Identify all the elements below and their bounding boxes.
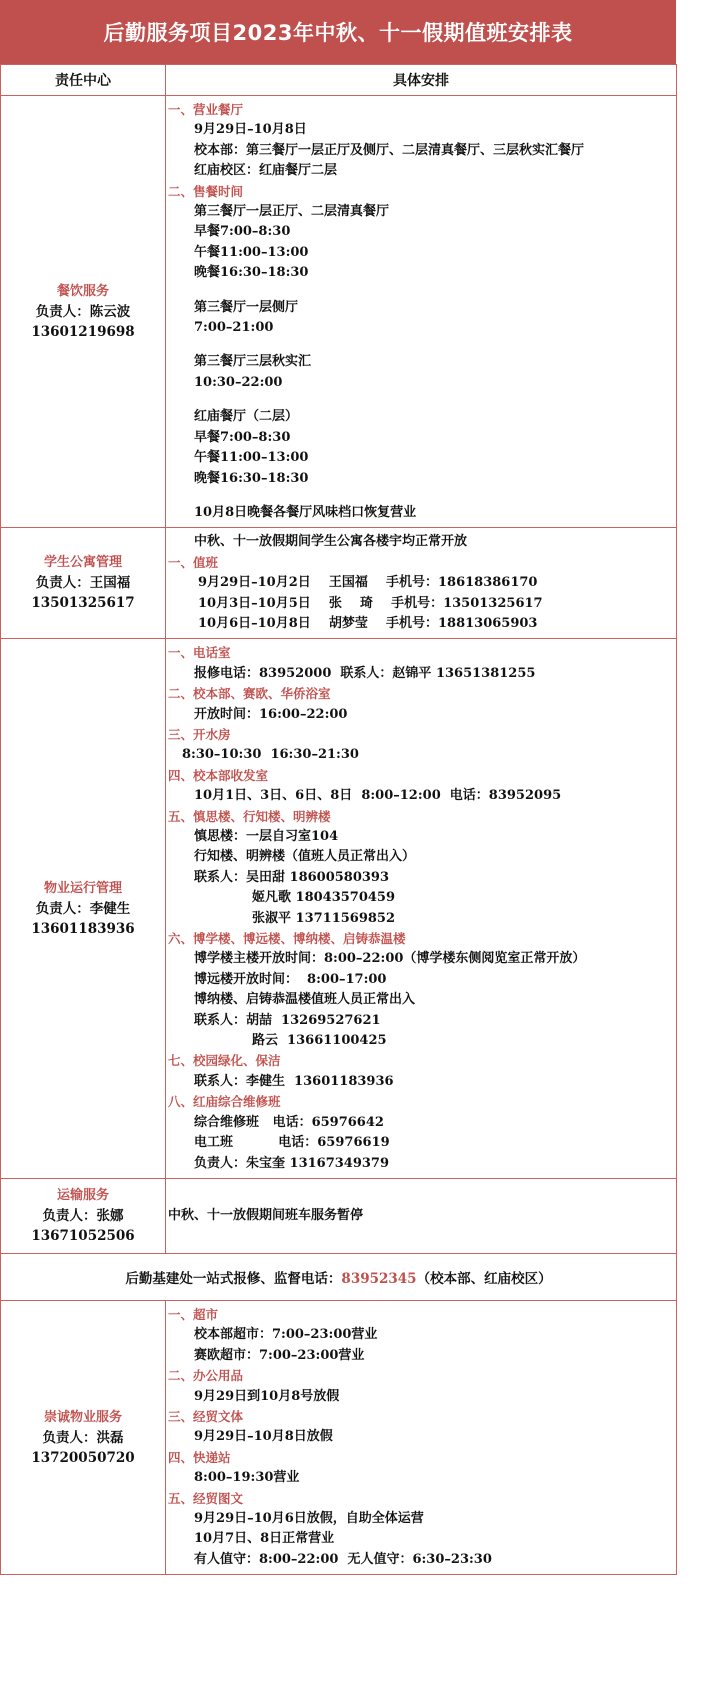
row-property bbox=[1, 639, 677, 1179]
chongcheng-section-heading: 五、经贸图文 bbox=[168, 1490, 244, 1506]
chongcheng-section-heading: 一、超市 bbox=[168, 1306, 219, 1322]
transport-text: 中秋、十一放假期间班车服务暂停 bbox=[168, 1207, 364, 1223]
chongcheng-section-heading: 四、快递站 bbox=[168, 1449, 231, 1465]
property-detail-line: 联系人：胡喆 13269527621 bbox=[194, 1012, 381, 1028]
catering-spacer bbox=[168, 489, 676, 503]
header-responsibility-center: 责任中心 bbox=[1, 65, 166, 96]
row-chongcheng bbox=[1, 1300, 677, 1574]
row-catering bbox=[1, 96, 677, 528]
chongcheng-detail-line: 9月29日到10月8号放假 bbox=[194, 1388, 340, 1404]
chongcheng-detail-line: 赛欧超市：7:00–23:00营业 bbox=[194, 1347, 365, 1363]
dorm-phone: 13501325617 bbox=[31, 595, 135, 612]
catering-detail-line: 晚餐16:30–18:30 bbox=[194, 470, 309, 486]
catering-details bbox=[166, 96, 677, 528]
property-detail-line: 张淑平 13711569852 bbox=[252, 910, 396, 926]
chongcheng-detail-line: 10月7日、8日正常营业 bbox=[194, 1531, 335, 1547]
property-detail-line: 博远楼开放时间： 8:00–17:00 bbox=[194, 971, 387, 987]
property-detail-line: 姬凡歌 18043570459 bbox=[252, 890, 396, 906]
property-detail-line: 博学楼主楼开放时间：8:00–22:00（博学楼东侧阅览室正常开放） bbox=[194, 951, 586, 967]
property-detail-line: 报修电话：83952000 联系人：赵锦平 13651381255 bbox=[194, 665, 536, 681]
property-center-cell bbox=[1, 639, 166, 1179]
transport-person: 负责人：张娜 bbox=[42, 1207, 124, 1224]
catering-detail-line: 第三餐厅一层正厅、二层清真餐厅 bbox=[194, 204, 390, 220]
dorm-detail-line: 中秋、十一放假期间学生公寓各楼宇均正常开放 bbox=[194, 534, 468, 550]
property-section-heading: 四、校本部收发室 bbox=[168, 767, 269, 783]
dorm-section-heading: 一、值班 bbox=[168, 554, 219, 570]
chongcheng-section-heading: 二、办公用品 bbox=[168, 1368, 244, 1384]
dorm-details bbox=[166, 528, 677, 639]
chongcheng-service-name: 崇诚物业服务 bbox=[43, 1409, 122, 1425]
catering-spacer bbox=[168, 284, 676, 298]
catering-detail-line: 10月8日晚餐各餐厅风味档口恢复营业 bbox=[194, 504, 417, 520]
page-title: 后勤服务项目2023年中秋、十一假期值班安排表 bbox=[0, 0, 676, 64]
catering-detail-line: 第三餐厅三层秋实汇 bbox=[194, 354, 312, 370]
hotline-suffix: （校本部、红庙校区） bbox=[416, 1270, 552, 1287]
header-arrangement: 具体安排 bbox=[166, 65, 677, 96]
chongcheng-center-cell bbox=[1, 1300, 166, 1574]
chongcheng-detail-line: 9月29日–10月6日放假，自助全体运营 bbox=[194, 1510, 424, 1526]
catering-detail-line: 午餐11:00–13:00 bbox=[194, 244, 309, 260]
property-detail-line: 综合维修班 电话：65976642 bbox=[194, 1114, 384, 1130]
property-detail-line: 联系人：李健生 13601183936 bbox=[194, 1073, 394, 1089]
dorm-detail-line: 9月29日–10月2日 王国福 手机号：18618386170 bbox=[198, 575, 538, 591]
property-service-name: 物业运行管理 bbox=[43, 880, 122, 896]
transport-phone: 13671052506 bbox=[31, 1227, 135, 1244]
catering-section-heading: 二、售餐时间 bbox=[168, 183, 244, 199]
property-section-heading: 八、红庙综合维修班 bbox=[168, 1094, 281, 1110]
property-section-heading: 一、电话室 bbox=[168, 645, 231, 661]
catering-detail-line: 9月29日–10月8日 bbox=[194, 122, 307, 138]
catering-detail-line: 红庙餐厅（二层） bbox=[194, 409, 299, 425]
chongcheng-detail-line: 有人值守：8:00–22:00 无人值守：6:30–23:30 bbox=[194, 1551, 492, 1567]
property-detail-line: 慎思楼：一层自习室104 bbox=[194, 829, 339, 844]
catering-spacer bbox=[168, 393, 676, 407]
row-transport bbox=[1, 1178, 677, 1253]
property-phone: 13601183936 bbox=[31, 920, 135, 937]
chongcheng-detail-line: 8:00–19:30营业 bbox=[194, 1470, 300, 1486]
property-detail-line: 行知楼、明辨楼（值班人员正常出入） bbox=[194, 849, 416, 865]
catering-detail-line: 红庙校区：红庙餐厅二层 bbox=[194, 163, 338, 179]
schedule-table bbox=[0, 64, 677, 1575]
dorm-person: 负责人：王国福 bbox=[35, 575, 131, 592]
transport-service-name: 运输服务 bbox=[56, 1187, 109, 1203]
catering-spacer bbox=[168, 338, 676, 352]
table-header-row bbox=[1, 65, 677, 96]
property-detail-line: 联系人：吴田甜 18600580393 bbox=[194, 869, 390, 885]
catering-detail-line: 校本部：第三餐厅一层正厅及侧厅、二层清真餐厅、三层秋实汇餐厅 bbox=[194, 142, 585, 158]
property-detail-line: 路云 13661100425 bbox=[252, 1033, 387, 1049]
catering-detail-line: 午餐11:00–13:00 bbox=[194, 450, 309, 466]
catering-detail-line: 第三餐厅一层侧厅 bbox=[194, 299, 299, 315]
property-detail-line: 负责人：朱宝奎 13167349379 bbox=[194, 1155, 390, 1171]
property-section-heading: 二、校本部、赛欧、华侨浴室 bbox=[168, 686, 331, 702]
catering-detail-line: 10:30–22:00 bbox=[194, 374, 283, 390]
dorm-detail-line: 10月3日–10月5日 张 琦 手机号：13501325617 bbox=[198, 595, 543, 611]
catering-detail-line: 早餐7:00–8:30 bbox=[194, 224, 291, 240]
property-section-heading: 五、慎思楼、行知楼、明辨楼 bbox=[168, 808, 331, 824]
transport-center-cell bbox=[1, 1178, 166, 1253]
row-dorm bbox=[1, 528, 677, 639]
dorm-center-cell bbox=[1, 528, 166, 639]
property-details bbox=[166, 639, 677, 1179]
catering-detail-line: 晚餐16:30–18:30 bbox=[194, 265, 309, 281]
chongcheng-details bbox=[166, 1300, 677, 1574]
row-hotline bbox=[1, 1253, 677, 1300]
transport-details bbox=[166, 1178, 677, 1253]
dorm-detail-line: 10月6日–10月8日 胡梦莹 手机号：18813065903 bbox=[198, 615, 538, 631]
property-person: 负责人：李健生 bbox=[35, 900, 131, 917]
property-section-heading: 六、博学楼、博远楼、博纳楼、启铸恭温楼 bbox=[168, 931, 406, 947]
catering-section-heading: 一、营业餐厅 bbox=[168, 102, 244, 117]
chongcheng-phone: 13720050720 bbox=[31, 1449, 135, 1466]
chongcheng-detail-line: 校本部超市：7:00–23:00营业 bbox=[194, 1327, 378, 1343]
catering-detail-line: 7:00–21:00 bbox=[194, 320, 274, 336]
catering-person: 负责人：陈云波 bbox=[35, 303, 131, 320]
chongcheng-section-heading: 三、经贸文体 bbox=[168, 1408, 244, 1424]
property-detail-line: 博纳楼、启铸恭温楼值班人员正常出入 bbox=[194, 992, 416, 1008]
catering-service-name: 餐饮服务 bbox=[56, 283, 109, 299]
property-detail-line: 开放时间：16:00–22:00 bbox=[194, 706, 348, 722]
catering-detail-line: 早餐7:00–8:30 bbox=[194, 429, 291, 445]
hotline-number: 83952345 bbox=[341, 1270, 417, 1287]
chongcheng-person: 负责人：洪磊 bbox=[42, 1429, 124, 1446]
property-detail-line: 10月1日、3日、6日、8日 8:00–12:00 电话：83952095 bbox=[194, 788, 562, 804]
property-detail-line: 电工班 电话：65976619 bbox=[194, 1135, 390, 1151]
chongcheng-detail-line: 9月29日–10月8日放假 bbox=[194, 1429, 333, 1445]
catering-center-cell bbox=[1, 96, 166, 528]
dorm-service-name: 学生公寓管理 bbox=[43, 555, 122, 571]
property-section-heading: 七、校园绿化、保洁 bbox=[168, 1053, 281, 1069]
property-section-heading: 三、开水房 bbox=[168, 726, 231, 742]
property-detail-line: 8:30–10:30 16:30–21:30 bbox=[182, 747, 359, 763]
hotline-prefix: 后勤基建处一站式报修、监督电话： bbox=[125, 1270, 342, 1287]
catering-phone: 13601219698 bbox=[31, 323, 135, 340]
hotline-cell bbox=[1, 1253, 677, 1300]
